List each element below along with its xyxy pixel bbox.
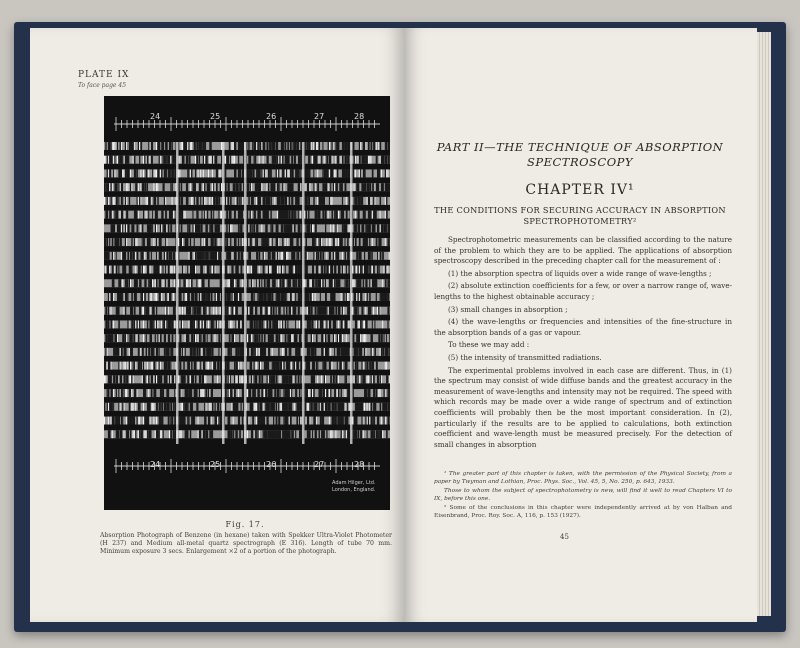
list-item-3: (3) small changes in absorption ;	[448, 304, 568, 314]
list-item-2: (2) absolute extinction coefficients for a few, or over a narrow range of, wave-lengths to the highest obtainable accuracy ;	[434, 281, 732, 301]
body-text	[434, 235, 732, 450]
part-title: PART II—THE TECHNIQUE OF ABSORPTION SPECTROSCOPY	[436, 140, 724, 169]
add-line: To these we may add :	[448, 340, 530, 350]
footnotes	[434, 470, 732, 521]
scale-bottom-27: 27	[314, 460, 325, 469]
footnote-1: ¹ The greater part of this chapter is taken, with the permission of the Physical Society, from a paper by Twyman and Lothian, Proc. Phys. Soc., Vol. 45, 5, No. 250, p. 643, 1933.	[434, 471, 732, 485]
scale-bottom-25: 25	[210, 460, 221, 469]
scale-top-26: 26	[266, 112, 277, 121]
maker-line-2: London, England.	[332, 487, 376, 493]
paragraph-2: The experimental problems involved in each case are different. Thus, in (1) the spectrum may consist of wide diffuse bands and the greatest accuracy in the measurement of wave-lengths and intensity may not be required. The speed with which records may be made over a wide range of spectrum and of extinction coefficients will probably then be the most important consideration. In (2), particularly if the results are to be applied to calculations, both extinction coefficient and wave-length must be measured precisely. For the detection of small changes in absorption	[434, 365, 732, 449]
plate-subtitle: To face page 45	[78, 82, 127, 89]
page-number: 45	[560, 533, 569, 541]
scale-bottom-24: 24	[150, 460, 161, 469]
maker-line-1: Adam Hilger, Ltd.	[332, 480, 376, 486]
figure-label: Fig. 17.	[225, 520, 265, 529]
scale-bottom-28: 28	[354, 460, 365, 469]
footnote-1b: Those to whom the subject of spectrophotometry is new, will find it well to read Chapters VI to IX, before this one.	[434, 488, 732, 502]
page-edges	[757, 32, 771, 616]
footnote-2: ² Some of the conclusions in this chapter were independently arrived at by von Halban and Eisenbrand, Proc. Roy. Soc. A, 116, p. 153 (1927).	[434, 505, 732, 519]
scale-bottom-26: 26	[266, 460, 277, 469]
paragraph-1: Spectrophotometric measurements can be classified according to the nature of the problem to which they are to be applied. The applications of absorption spectroscopy described in the preceding chapter call for the measurement of :	[434, 235, 732, 266]
section-title: THE CONDITIONS FOR SECURING ACCURACY IN ABSORPTION SPECTROPHOTOMETRY²	[434, 205, 726, 226]
scale-top-27: 27	[314, 112, 325, 121]
figure-caption: Absorption Photograph of Benzene (in hexane) taken with Spekker Ultra-Violet Photometer (H 237) and Medium all-metal quartz spectrograph (E 316). Length of tube 70 mm. Minimum exposure 3 secs. Enlargement ×2 of a portion of the photograph.	[100, 532, 392, 555]
plate-label: PLATE IX	[78, 70, 130, 80]
spectrogram-image	[104, 96, 390, 510]
chapter-title: CHAPTER IV¹	[525, 182, 635, 198]
scale-top-28: 28	[354, 112, 365, 121]
list-item-1: (1) the absorption spectra of liquids over a wide range of wave-lengths ;	[448, 268, 712, 278]
list-item-5: (5) the intensity of transmitted radiations.	[448, 352, 602, 362]
spectrogram-photo	[104, 96, 390, 510]
scale-top-24: 24	[150, 112, 161, 121]
maker-imprint	[332, 480, 376, 494]
list-item-4: (4) the wave-lengths or frequencies and intensities of the fine-structure in the absorption bands of a gas or vapour.	[434, 317, 732, 337]
scale-top-25: 25	[210, 112, 221, 121]
